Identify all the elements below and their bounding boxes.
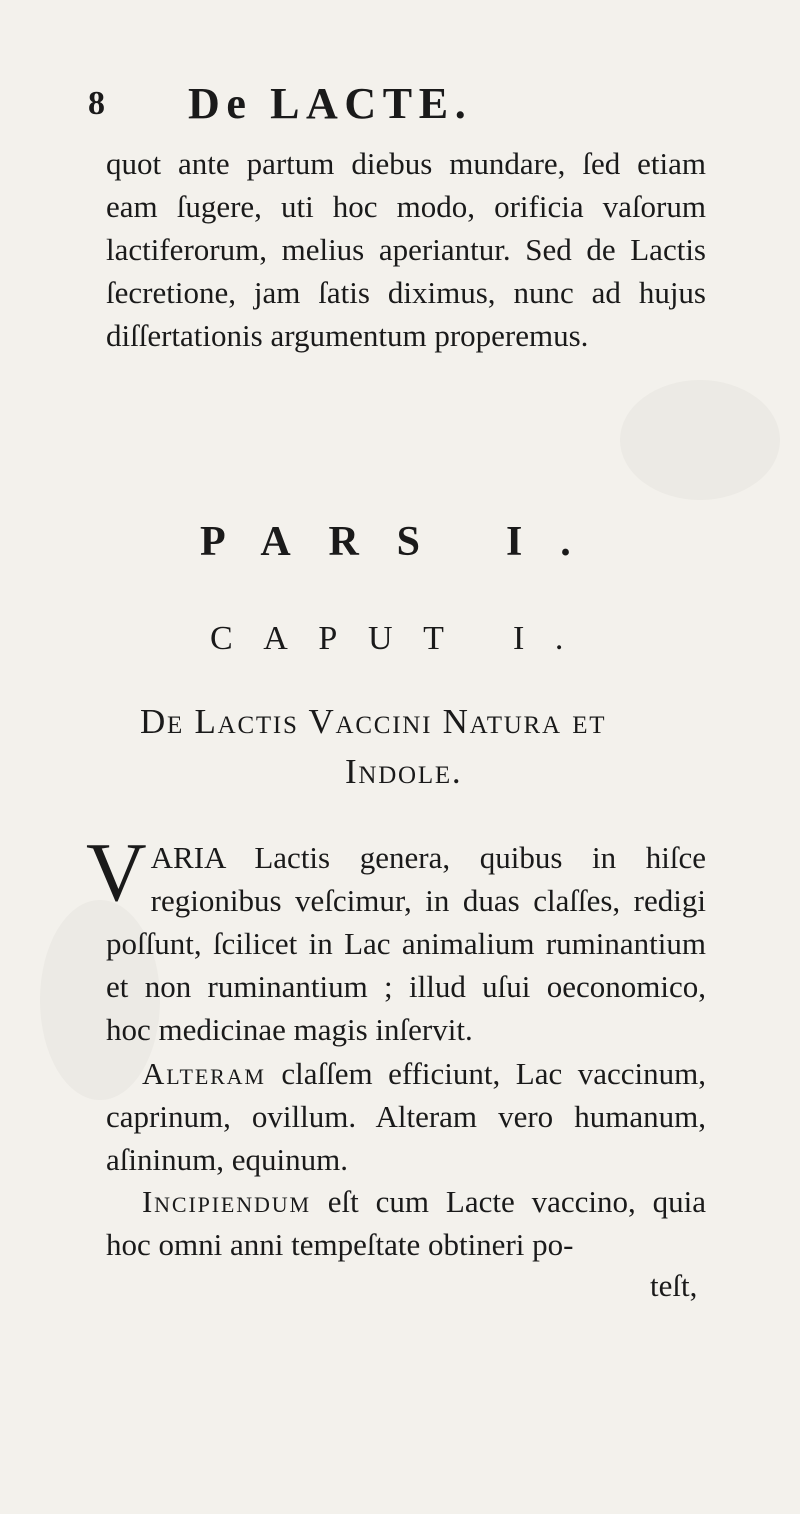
catchword: teſt, (650, 1268, 698, 1303)
incipiendum-lead: Incipiendum (142, 1184, 311, 1219)
chapter-title-line-2: Indole. (345, 752, 463, 791)
varia-text: ARIA Lactis genera, quibus in hiſce regionibus veſcimur, in duas claſſes, redigi poſſunt, ſcilicet in Lac animalium ruminantium et non ruminantium ; illud uſui oeconomico, hoc medicinae magis inſervit. (106, 840, 706, 1047)
running-head (88, 74, 688, 134)
drop-cap: V (86, 826, 147, 919)
intro-paragraph: quot ante partum diebus mundare, ſed etiam eam ſugere, uti hoc modo, orificia vaſorum lactiferorum, melius aperiantur. Sed de Lactis ſecretione, jam ſatis diximus, nunc ad hujus diſſertationis argumentum properemus. (106, 146, 706, 353)
alteram-text: claſſem efficiunt, Lac vaccinum, caprinum, ovillum. Alteram vero humanum, aſininum, equinum. (106, 1056, 706, 1177)
alteram-lead: Alteram (142, 1056, 266, 1091)
alteram-paragraph (106, 1052, 706, 1181)
part-heading: PARS I. (200, 519, 609, 565)
running-title: De LACTE. (188, 79, 473, 128)
chapter-title-line-1: De Lactis Vaccini Natura et (140, 702, 607, 741)
incipiendum-text: eſt cum Lacte vaccino, quia hoc omni anni tempeſtate obtineri po- (106, 1184, 706, 1262)
incipiendum-paragraph (106, 1180, 706, 1266)
chapter-heading: CAPUT I. (210, 620, 594, 657)
page-number: 8 (88, 85, 105, 122)
varia-paragraph (86, 826, 706, 1051)
paper-stain (620, 380, 780, 500)
